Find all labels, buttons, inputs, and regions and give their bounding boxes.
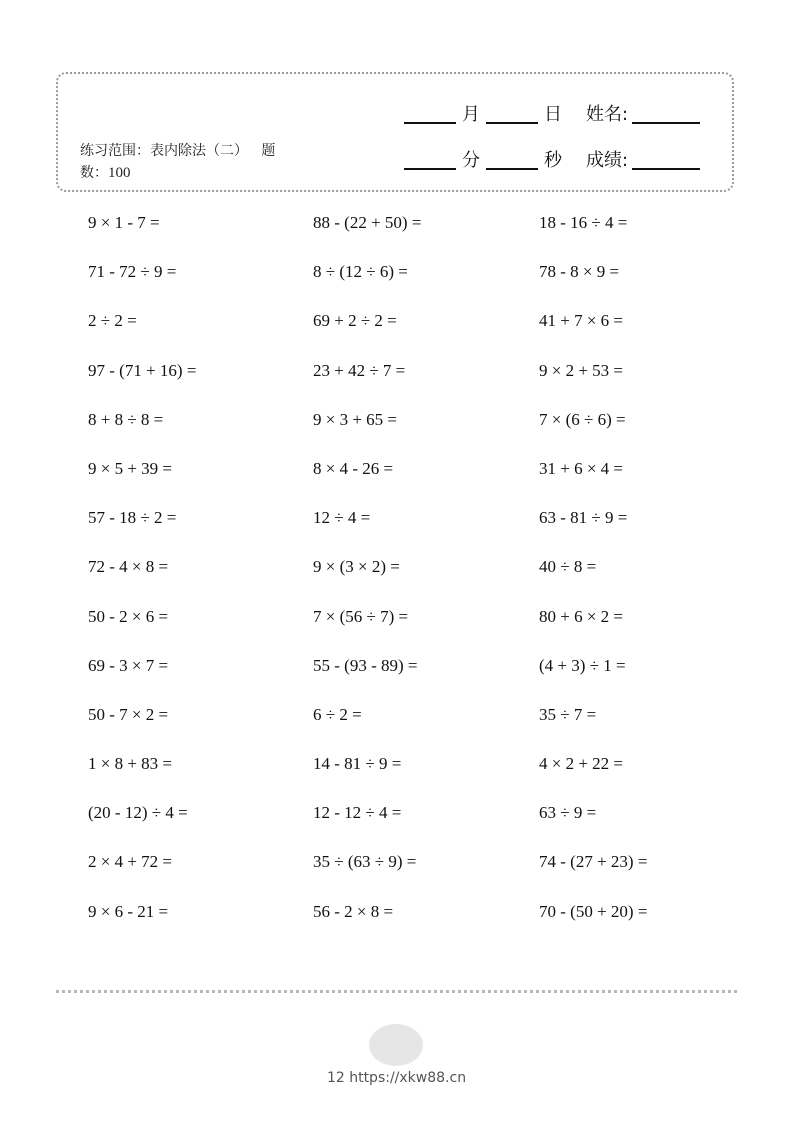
day-blank[interactable]	[486, 100, 538, 124]
minute-label: 分	[462, 150, 480, 171]
problem-item: 9 × 2 + 53 =	[539, 360, 624, 380]
practice-info	[80, 140, 320, 184]
problem-item: 35 ÷ (63 ÷ 9) =	[313, 852, 417, 872]
problem-count: 100	[108, 165, 131, 181]
problem-item: 8 + 8 ÷ 8 =	[88, 409, 164, 429]
problem-item: 2 × 4 + 72 =	[88, 852, 173, 872]
name-blank[interactable]	[632, 100, 700, 124]
problem-item: 97 - (71 + 16) =	[88, 360, 197, 380]
problem-item: 2 ÷ 2 =	[88, 311, 137, 331]
problem-item: 88 - (22 + 50) =	[313, 213, 422, 232]
problem-item: 9 × 6 - 21 =	[88, 901, 169, 921]
problem-item: (4 + 3) ÷ 1 =	[539, 655, 626, 675]
problem-item: 18 - 16 ÷ 4 =	[539, 213, 628, 232]
problem-item: 70 - (50 + 20) =	[539, 901, 648, 921]
problem-item: 14 - 81 ÷ 9 =	[313, 754, 402, 774]
problem-grid	[88, 198, 748, 936]
problem-item: 31 + 6 × 4 =	[539, 458, 624, 478]
count-label-part1: 题	[261, 143, 276, 159]
month-label: 月	[462, 104, 480, 125]
problem-item: 41 + 7 × 6 =	[539, 311, 624, 331]
problem-item: 80 + 6 × 2 =	[539, 606, 624, 626]
problem-item: 40 ÷ 8 =	[539, 557, 597, 577]
problem-item: 9 × 1 - 7 =	[88, 213, 160, 232]
problem-item: 12 - 12 ÷ 4 =	[313, 803, 402, 823]
problem-item: 35 ÷ 7 =	[539, 704, 597, 724]
footer-divider	[56, 990, 737, 993]
problem-item: 1 × 8 + 83 =	[88, 754, 173, 774]
count-label-part2: 数：	[80, 165, 108, 181]
page-footer: 12 https://xkw88.cn	[326, 1070, 467, 1086]
problem-item: 74 - (27 + 23) =	[539, 852, 648, 872]
problem-item: 9 × 5 + 39 =	[88, 458, 173, 478]
time-score-row	[404, 144, 700, 174]
problem-item: (20 - 12) ÷ 4 =	[88, 803, 188, 823]
date-name-row	[404, 98, 700, 128]
problem-item: 9 × (3 × 2) =	[313, 557, 400, 577]
minute-blank[interactable]	[404, 146, 456, 170]
problem-item: 55 - (93 - 89) =	[313, 655, 418, 675]
problem-item: 50 - 7 × 2 =	[88, 704, 169, 724]
problem-item: 78 - 8 × 9 =	[539, 262, 620, 282]
problem-item: 12 ÷ 4 =	[313, 508, 371, 528]
problem-item: 63 ÷ 9 =	[539, 803, 597, 823]
problem-item: 57 - 18 ÷ 2 =	[88, 508, 177, 528]
problem-item: 69 - 3 × 7 =	[88, 655, 169, 675]
second-label: 秒	[544, 150, 562, 171]
problem-item: 8 ÷ (12 ÷ 6) =	[313, 262, 408, 282]
problem-item: 56 - 2 × 8 =	[313, 901, 394, 921]
problem-item: 6 ÷ 2 =	[313, 704, 362, 724]
problem-item: 9 × 3 + 65 =	[313, 409, 398, 429]
problem-item: 23 + 42 ÷ 7 =	[313, 360, 406, 380]
page-number-oval	[369, 1024, 423, 1066]
name-label: 姓名:	[586, 104, 629, 125]
problem-item: 50 - 2 × 6 =	[88, 606, 169, 626]
problem-item: 4 × 2 + 22 =	[539, 754, 624, 774]
problem-item: 63 - 81 ÷ 9 =	[539, 508, 628, 528]
problem-item: 72 - 4 × 8 =	[88, 557, 169, 577]
practice-range-label: 练习范围：表内除法（二）	[80, 143, 248, 159]
day-label: 日	[544, 104, 562, 125]
month-blank[interactable]	[404, 100, 456, 124]
header-box	[56, 72, 734, 192]
score-label: 成绩:	[586, 150, 629, 171]
second-blank[interactable]	[486, 146, 538, 170]
problem-item: 8 × 4 - 26 =	[313, 458, 394, 478]
problem-item: 7 × (6 ÷ 6) =	[539, 409, 626, 429]
score-blank[interactable]	[632, 146, 700, 170]
problem-item: 71 - 72 ÷ 9 =	[88, 262, 177, 282]
problem-item: 7 × (56 ÷ 7) =	[313, 606, 409, 626]
problem-item: 69 + 2 ÷ 2 =	[313, 311, 397, 331]
